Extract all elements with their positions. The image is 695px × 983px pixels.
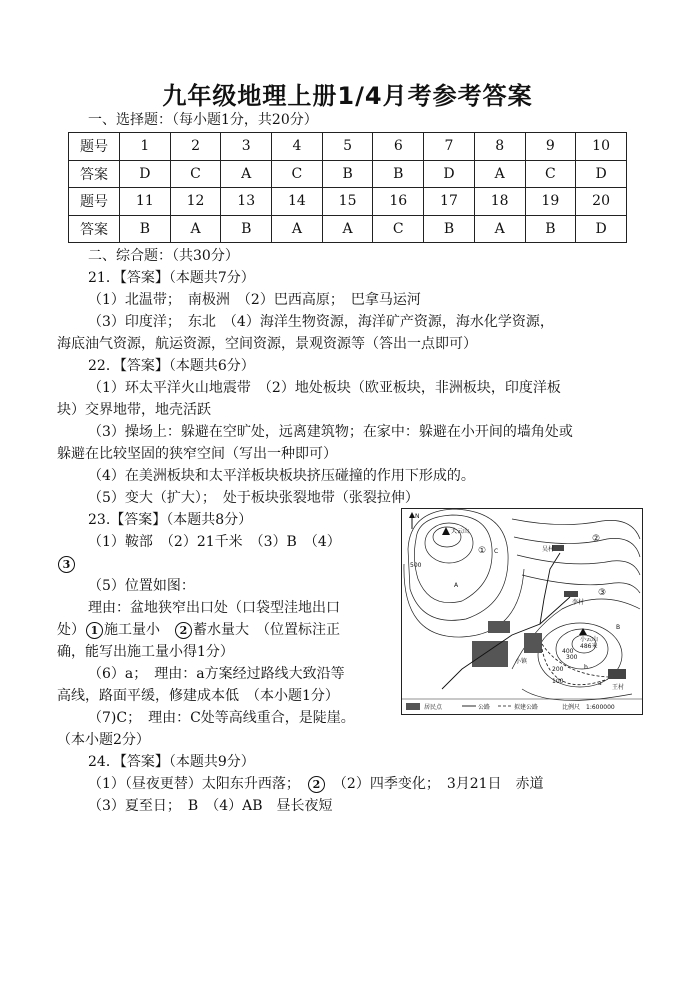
row-label: 答案 — [69, 160, 120, 188]
q22-line: （1）环太平洋火山地震带 （2）地处板块（欧亚板块，非洲板块，印度洋板 — [88, 380, 561, 396]
q23-line: （6）a； 理由：a方案经过路线大致沿等 — [88, 666, 345, 682]
table-cell: 20 — [576, 188, 627, 216]
q21-line: （1）北温带； 南极洲 （2）巴西高原； 巴拿马运河 — [88, 292, 421, 308]
q22-heading: 22．【答案】（本题共6分） — [88, 358, 255, 374]
table-row — [69, 133, 627, 161]
peak2-label: 小云山 — [580, 636, 599, 643]
table-cell: D — [120, 160, 171, 188]
q23-text: 蓄水量大 （位置标注正 — [193, 622, 340, 638]
circled-number: 3 — [58, 556, 75, 573]
contour-map-svg — [402, 509, 642, 714]
table-cell: C — [170, 160, 221, 188]
table-cell: A — [474, 215, 525, 243]
table-cell: 10 — [576, 133, 627, 161]
q22-line: （4）在美洲板块和太平洋板块板块挤压碰撞的作用下形成的。 — [88, 468, 475, 484]
q23-line: 高线，路面平缓，修建成本低 （本小题1分） — [57, 688, 339, 704]
north-label: N — [415, 513, 420, 520]
table-cell: 7 — [424, 133, 475, 161]
q22-line: 躲避在比较坚固的狭窄空间（写出一种即可） — [57, 446, 337, 462]
contour-value: 500 — [410, 562, 422, 569]
table-cell: 2 — [170, 133, 221, 161]
table-cell: 13 — [221, 188, 272, 216]
table-cell: B — [373, 160, 424, 188]
contour-value: 200 — [552, 666, 564, 673]
table-cell: B — [525, 215, 576, 243]
table-cell: D — [424, 160, 475, 188]
town-icon — [524, 633, 542, 653]
q24-line: （3）夏至日； B （4）AB 昼长夜短 — [88, 798, 333, 814]
point-c-label: C — [494, 548, 499, 555]
contour-map — [401, 508, 643, 715]
table-cell: D — [576, 160, 627, 188]
q23-line: 确，能写出施工量小得1分） — [57, 644, 234, 660]
route-b-label: b — [584, 664, 588, 671]
marker-3: ③ — [598, 588, 607, 598]
village1-label: 吴村 — [542, 546, 555, 553]
table-row — [69, 160, 627, 188]
q23-line — [57, 554, 76, 574]
q21-heading: 21．【答案】（本题共7分） — [88, 270, 255, 286]
circled-number: 2 — [175, 622, 192, 639]
peak-icon — [442, 527, 450, 535]
legend-road: 公路 — [478, 704, 491, 711]
table-cell: 8 — [474, 133, 525, 161]
q23-heading: 23.【答案】（本题共8分） — [88, 512, 253, 528]
contour-value: 300 — [566, 654, 578, 661]
legend-residence-icon — [406, 703, 420, 710]
table-cell: 6 — [373, 133, 424, 161]
q23-line: 理由：盆地狭窄出口处（口袋型洼地出口 — [88, 600, 340, 616]
table-cell: 17 — [424, 188, 475, 216]
table-cell: A — [322, 215, 373, 243]
peak1-label: 大云山 — [451, 528, 470, 535]
table-cell: A — [474, 160, 525, 188]
q23-line — [57, 620, 340, 640]
q21-line: 海底油气资源，航运资源，空间资源，景观资源等（答出一点即可） — [57, 336, 477, 352]
q24-line — [88, 774, 544, 794]
legend-residence: 居民点 — [424, 704, 443, 711]
row-label: 答案 — [69, 215, 120, 243]
q24-heading: 24．【答案】（本题共9分） — [88, 754, 255, 770]
village2-label: 李村 — [572, 599, 585, 606]
table-cell: A — [272, 215, 323, 243]
table-cell: 18 — [474, 188, 525, 216]
table-cell: C — [525, 160, 576, 188]
q23-line: （1）鞍部 （2）21千米 （3）B （4） — [88, 534, 341, 550]
contour-value: 100 — [552, 678, 564, 685]
peak2-height: 486米 — [580, 643, 598, 650]
table-row — [69, 188, 627, 216]
q24-text: （2）四季变化； 3月21日 赤道 — [325, 776, 544, 792]
q23-line: （5）位置如图： — [88, 578, 195, 594]
table-cell: 16 — [373, 188, 424, 216]
legend-scale: 比例尺 1:600000 — [562, 704, 615, 711]
contour-lines-east-ridge — [512, 519, 640, 593]
table-cell: 9 — [525, 133, 576, 161]
marker-2: ② — [592, 534, 601, 544]
circled-number: 2 — [308, 776, 325, 793]
route-a-label: a — [598, 680, 602, 687]
table-cell: 11 — [120, 188, 171, 216]
marker-1: ① — [478, 546, 487, 556]
legend-planned-road: 拟建公路 — [514, 704, 539, 711]
q22-line: （5）变大（扩大）； 处于板块张裂地带（张裂拉伸） — [88, 490, 419, 506]
table-cell: 1 — [120, 133, 171, 161]
table-cell: B — [424, 215, 475, 243]
village-icon — [564, 591, 578, 597]
circled-number: 1 — [86, 622, 103, 639]
q22-line: 块）交界地带，地壳活跃 — [57, 402, 211, 418]
q23-text: 施工量小 — [104, 622, 174, 638]
table-cell: A — [170, 215, 221, 243]
q23-line: （本小题2分） — [57, 732, 150, 748]
residence-icon — [488, 621, 510, 633]
q23-line: （7)C； 理由：C处等高线重合，是陡崖。 — [88, 710, 355, 726]
contour-value: 400 — [562, 648, 574, 655]
table-row — [69, 215, 627, 243]
point-a-label: A — [454, 582, 459, 589]
table-cell: C — [272, 160, 323, 188]
table-cell: C — [373, 215, 424, 243]
section2-heading: 二、综合题：（共30分） — [88, 248, 239, 264]
row-label: 题号 — [69, 188, 120, 216]
table-cell: A — [221, 160, 272, 188]
town-label: 小镇 — [515, 658, 528, 665]
table-cell: 12 — [170, 188, 221, 216]
page-title: 九年级地理上册1/4月考参考答案 — [162, 82, 533, 110]
table-cell: 3 — [221, 133, 272, 161]
answer-table — [68, 132, 627, 243]
residence-icon — [472, 641, 508, 667]
table-cell: B — [120, 215, 171, 243]
q23-text: 处） — [57, 622, 85, 638]
q24-text: （1）（昼夜更替）太阳东升西落； — [88, 776, 307, 792]
table-cell: 19 — [525, 188, 576, 216]
table-cell: D — [576, 215, 627, 243]
table-cell: 5 — [322, 133, 373, 161]
table-cell: 15 — [322, 188, 373, 216]
table-cell: 14 — [272, 188, 323, 216]
village3-label: 王村 — [612, 684, 625, 691]
table-cell: 4 — [272, 133, 323, 161]
table-cell: B — [322, 160, 373, 188]
q22-line: （3）操场上：躲避在空旷处，远离建筑物；在家中：躲避在小开间的墙角处或 — [88, 424, 573, 440]
section1-heading: 一、选择题：（每小题1分，共20分） — [88, 112, 318, 128]
row-label: 题号 — [69, 133, 120, 161]
village-icon — [608, 669, 626, 679]
table-cell: B — [221, 215, 272, 243]
point-b-label: B — [616, 624, 621, 631]
q21-line: （3）印度洋； 东北 （4）海洋生物资源，海洋矿产资源，海水化学资源， — [88, 314, 554, 330]
